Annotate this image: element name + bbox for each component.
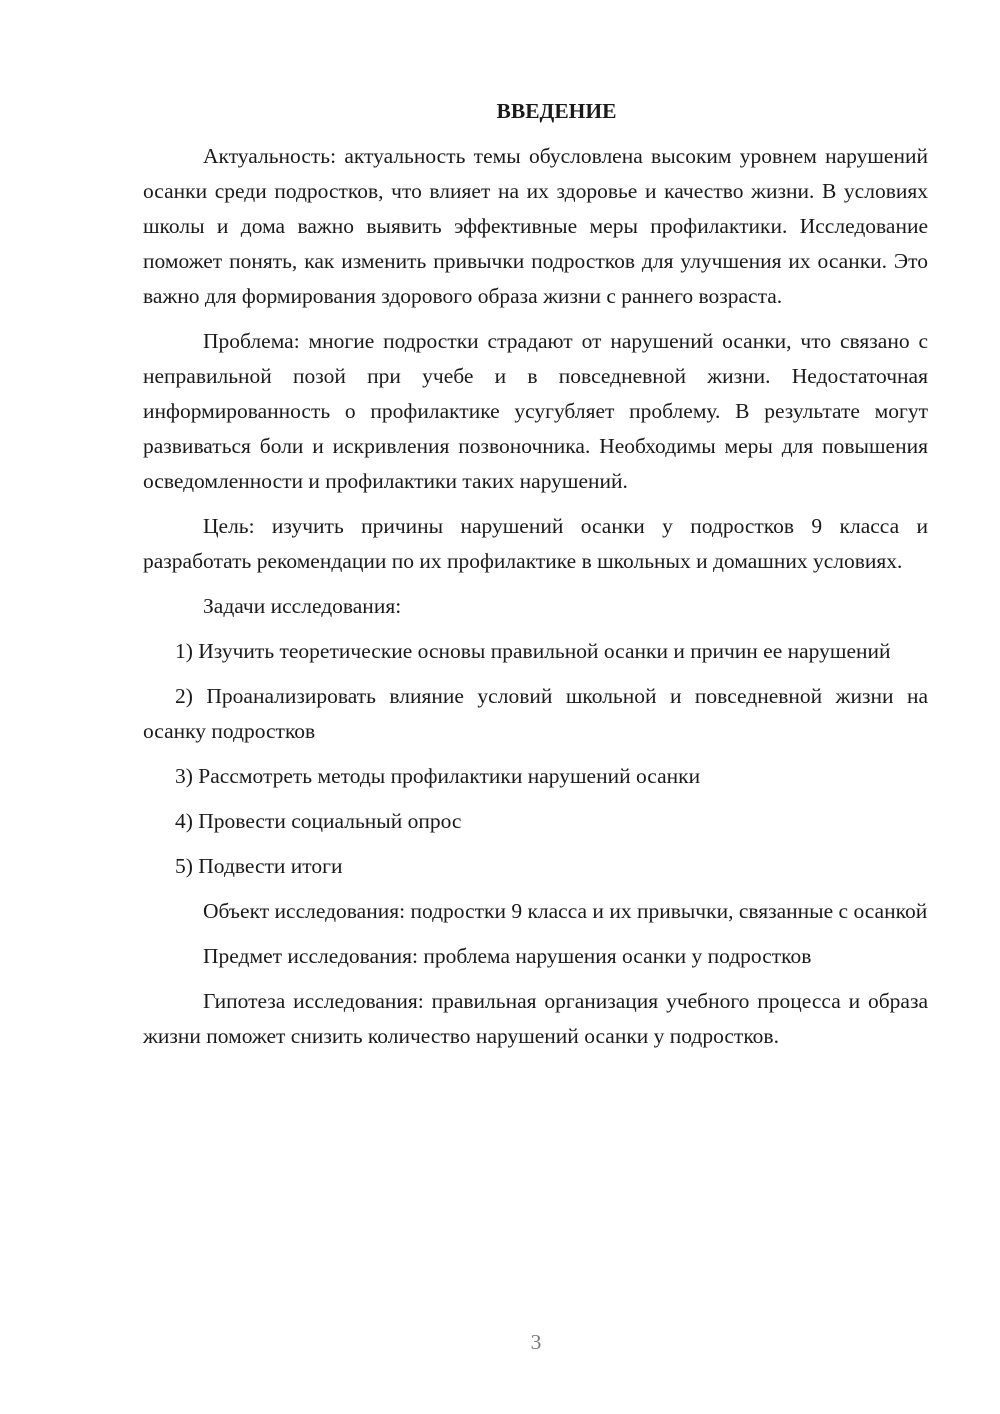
object-paragraph: Объект исследования: подростки 9 класса и их привычки, связанные с осанкой — [203, 899, 928, 923]
list-item: 2) Проанализировать влияние условий школьной и повседневной жизни на осанку подростков — [143, 684, 928, 743]
page-title: ВВЕДЕНИЕ — [496, 99, 617, 123]
list-item: 1) Изучить теоретические основы правильной осанки и причин ее нарушений — [175, 639, 891, 663]
tasks-list — [143, 634, 928, 884]
subject-paragraph: Предмет исследования: проблема нарушения осанки у подростков — [203, 944, 812, 968]
list-item: 4) Провести социальный опрос — [175, 809, 462, 833]
list-item: 5) Подвести итоги — [175, 854, 343, 878]
page-number: 3 — [530, 1330, 542, 1354]
list-item: 3) Рассмотреть методы профилактики нарушений осанки — [175, 764, 701, 788]
problem-paragraph: Проблема: многие подростки страдают от нарушений осанки, что связано с неправильной позой при учебе и в повседневной жизни. Недостаточная информированность о профилактике усугубляет проблему. В результате могут развиваться боли и искривления позвоночника. Необходимы меры для повышения осведомленности и профилактики таких нарушений. — [143, 329, 928, 493]
hypothesis-paragraph: Гипотеза исследования: правильная организация учебного процесса и образа жизни поможет снизить количество нарушений осанки у подростков. — [143, 989, 928, 1048]
relevance-paragraph: Актуальность: актуальность темы обусловлена высоким уровнем нарушений осанки среди подростков, что влияет на их здоровье и качество жизни. В условиях школы и дома важно выявить эффективные меры профилактики. Исследование поможет понять, как изменить привычки подростков для улучшения их осанки. Это важно для формирования здорового образа жизни с раннего возраста. — [143, 144, 928, 308]
goal-paragraph: Цель: изучить причины нарушений осанки у подростков 9 класса и разработать рекомендации по их профилактике в школьных и домашних условиях. — [143, 514, 928, 573]
tasks-title: Задачи исследования: — [203, 594, 402, 618]
page-content — [143, 94, 928, 1064]
